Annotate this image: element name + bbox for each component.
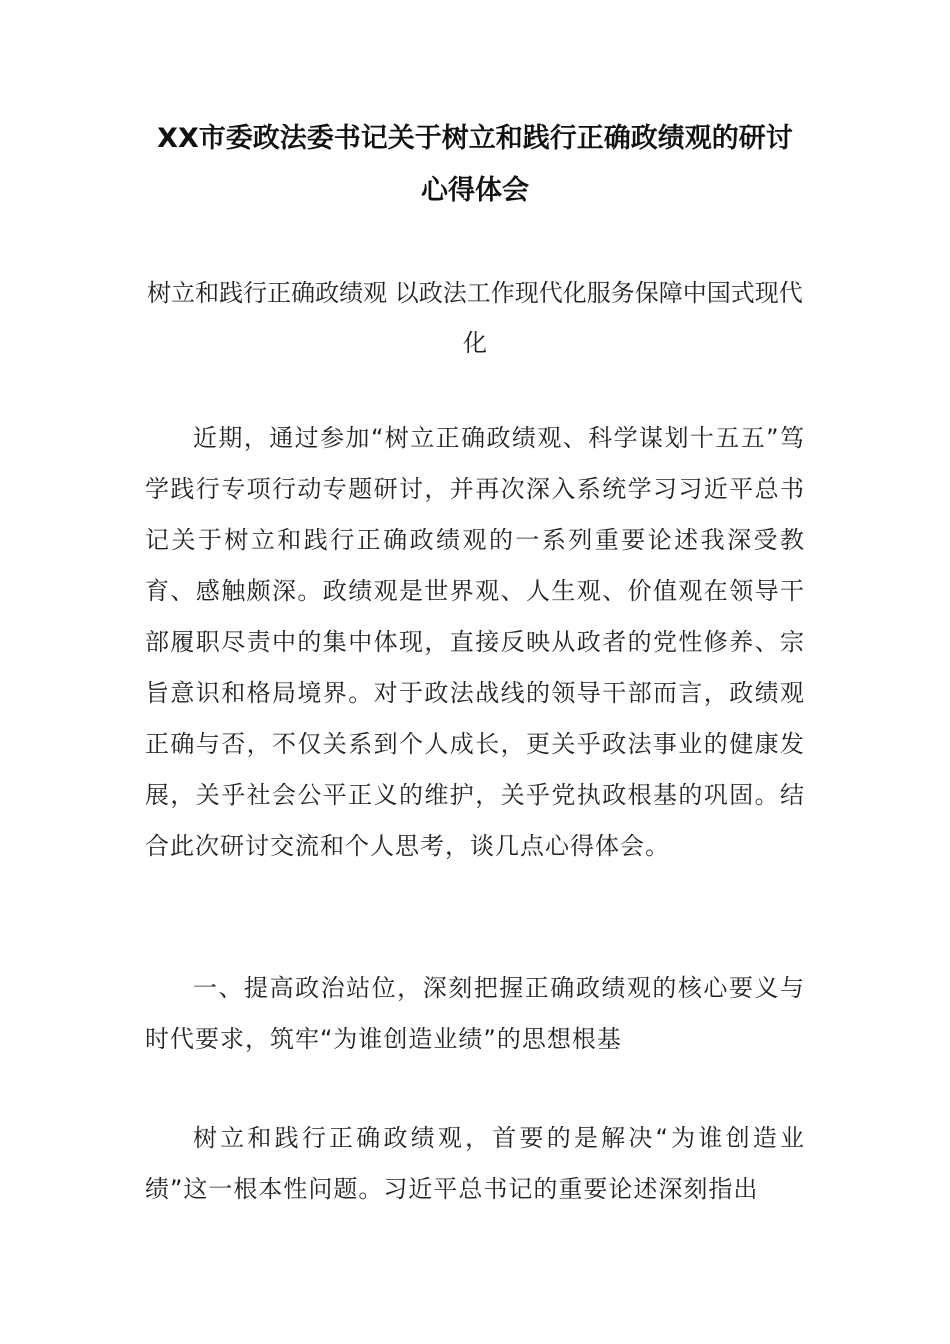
intro-paragraph: 近期，通过参加“树立正确政绩观、科学谋划十五五”笃学践行专项行动专题研讨，并再次深入系统学习习近平总书记关于树立和践行正确政绩观的一系列重要论述我深受教育、感触颇深。政绩观是世界观、人生观、价值观在领导干部履职尽责中的集中体现，直接反映从政者的党性修养、宗旨意识和格局境界。对于政法战线的领导干部而言，政绩观正确与否，不仅关系到个人成长，更关乎政法事业的健康发展，关乎社会公平正义的维护，关乎党执政根基的巩固。结合此次研讨交流和个人思考，谈几点心得体会。 bbox=[145, 424, 805, 860]
document-title: XX市委政法委书记关于树立和践行正确政绩观的研讨心得体会 bbox=[157, 123, 793, 206]
section-1-paragraph: 树立和践行正确政绩观，首要的是解决“为谁创造业绩”这一根本性问题。习近平总书记的重要论述深刻指出 bbox=[145, 1124, 805, 1203]
section-heading-1: 一、提高政治站位，深刻把握正确政绩观的核心要义与时代要求，筑牢“为谁创造业绩”的思想根基 bbox=[145, 974, 805, 1053]
document-subtitle: 树立和践行正确政绩观 以政法工作现代化服务保障中国式现代化 bbox=[147, 279, 803, 357]
